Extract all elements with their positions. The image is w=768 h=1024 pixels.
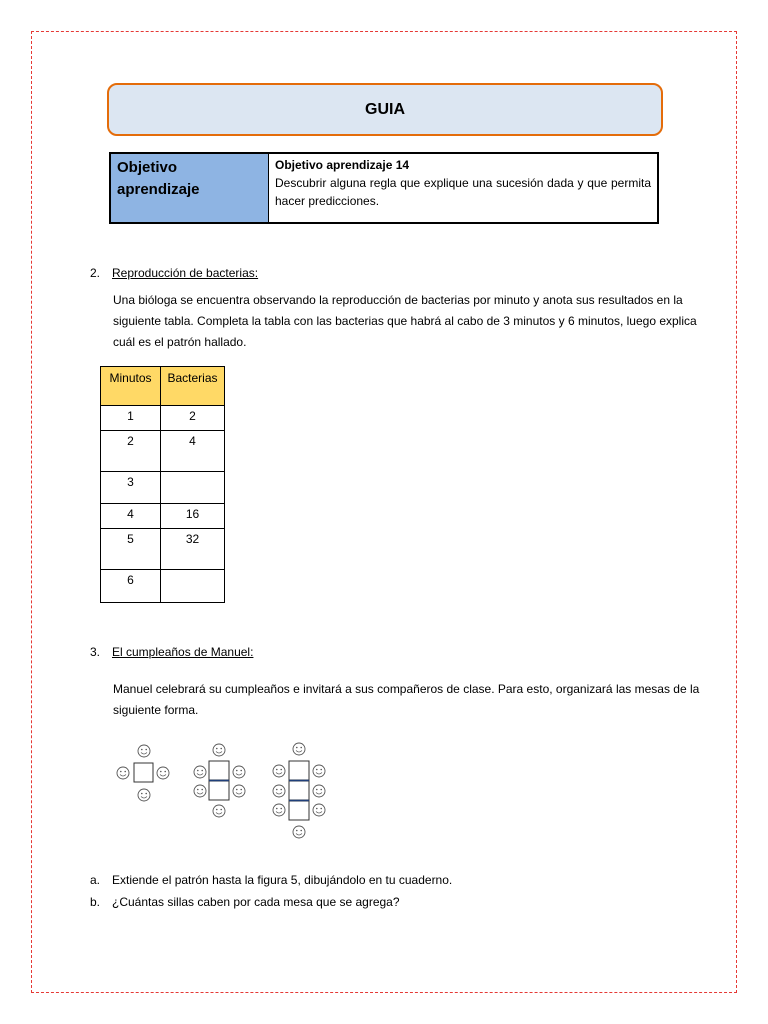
page-title <box>107 83 663 136</box>
section-2-number: 2. <box>90 266 101 280</box>
smiley-icon <box>273 804 285 816</box>
cell-bacteria: 4 <box>161 431 225 472</box>
question-a-letter: a. <box>90 873 101 887</box>
question-b <box>90 895 400 909</box>
table-row <box>101 570 225 603</box>
table-row <box>101 529 225 570</box>
table-row <box>101 472 225 504</box>
table-pattern-figures <box>110 736 340 846</box>
smiley-icon <box>313 804 325 816</box>
table-row <box>101 504 225 529</box>
smiley-icon <box>194 785 206 797</box>
smiley-icon <box>138 745 150 757</box>
smiley-icon <box>157 767 169 779</box>
section-2-title: Reproducción de bacterias: <box>112 266 259 280</box>
objective-label: Objetivo aprendizaje <box>111 154 269 222</box>
smiley-icon <box>313 785 325 797</box>
section-2-text: Una bióloga se encuentra observando la reproducción de bacterias por minuto y anota sus resultados en la siguiente tabla. Completa la tabla con las bacterias que habrá al cabo de 3 minutos y 6 minutos, luego explica cuál es el patrón hallado. <box>113 293 697 349</box>
cell-bacteria: 16 <box>161 504 225 529</box>
question-b-text: ¿Cuántas sillas caben por cada mesa que se agrega? <box>112 895 400 909</box>
smiley-icon <box>233 766 245 778</box>
cell-minutes: 5 <box>101 529 161 570</box>
smiley-icon <box>117 767 129 779</box>
smiley-icon <box>293 743 305 755</box>
objective-table <box>109 152 659 224</box>
figure-3 <box>273 743 325 838</box>
section-3-number: 3. <box>90 645 101 659</box>
smiley-icon <box>194 766 206 778</box>
table-row <box>101 406 225 431</box>
question-a-text: Extiende el patrón hasta la figura 5, dibujándolo en tu cuaderno. <box>112 873 453 887</box>
figure-2 <box>194 744 245 817</box>
cell-bacteria: 32 <box>161 529 225 570</box>
bacteria-table <box>100 366 225 603</box>
question-a <box>90 873 452 887</box>
objective-content <box>269 154 657 222</box>
smiley-icon <box>213 805 225 817</box>
section-2-heading <box>90 266 258 280</box>
smiley-icon <box>293 826 305 838</box>
section-3-title: El cumpleaños de Manuel: <box>112 645 254 659</box>
smiley-icon <box>213 744 225 756</box>
table-row <box>101 431 225 472</box>
cell-bacteria-empty[interactable] <box>161 472 225 504</box>
table-header-minutes: Minutos <box>101 367 161 406</box>
smiley-icon <box>313 765 325 777</box>
table-header-bacteria: Bacterias <box>161 367 225 406</box>
question-b-letter: b. <box>90 895 101 909</box>
figure-1 <box>117 745 169 801</box>
smiley-icon <box>273 785 285 797</box>
page-title-text: GUIA <box>365 100 405 118</box>
section-3-text: Manuel celebrará su cumpleaños e invitará a sus compañeros de clase. Para esto, organizará las mesas de la siguiente forma. <box>113 682 700 717</box>
cell-bacteria: 2 <box>161 406 225 431</box>
cell-minutes: 4 <box>101 504 161 529</box>
section-3-heading <box>90 645 253 659</box>
cell-minutes: 6 <box>101 570 161 603</box>
objective-title: Objetivo aprendizaje 14 <box>275 158 410 172</box>
smiley-icon <box>273 765 285 777</box>
cell-minutes: 1 <box>101 406 161 431</box>
cell-minutes: 2 <box>101 431 161 472</box>
objective-description: Descubrir alguna regla que explique una sucesión dada y que permita hacer predicciones. <box>275 176 651 208</box>
smiley-icon <box>138 789 150 801</box>
cell-bacteria-empty[interactable] <box>161 570 225 603</box>
smiley-icon <box>233 785 245 797</box>
cell-minutes: 3 <box>101 472 161 504</box>
